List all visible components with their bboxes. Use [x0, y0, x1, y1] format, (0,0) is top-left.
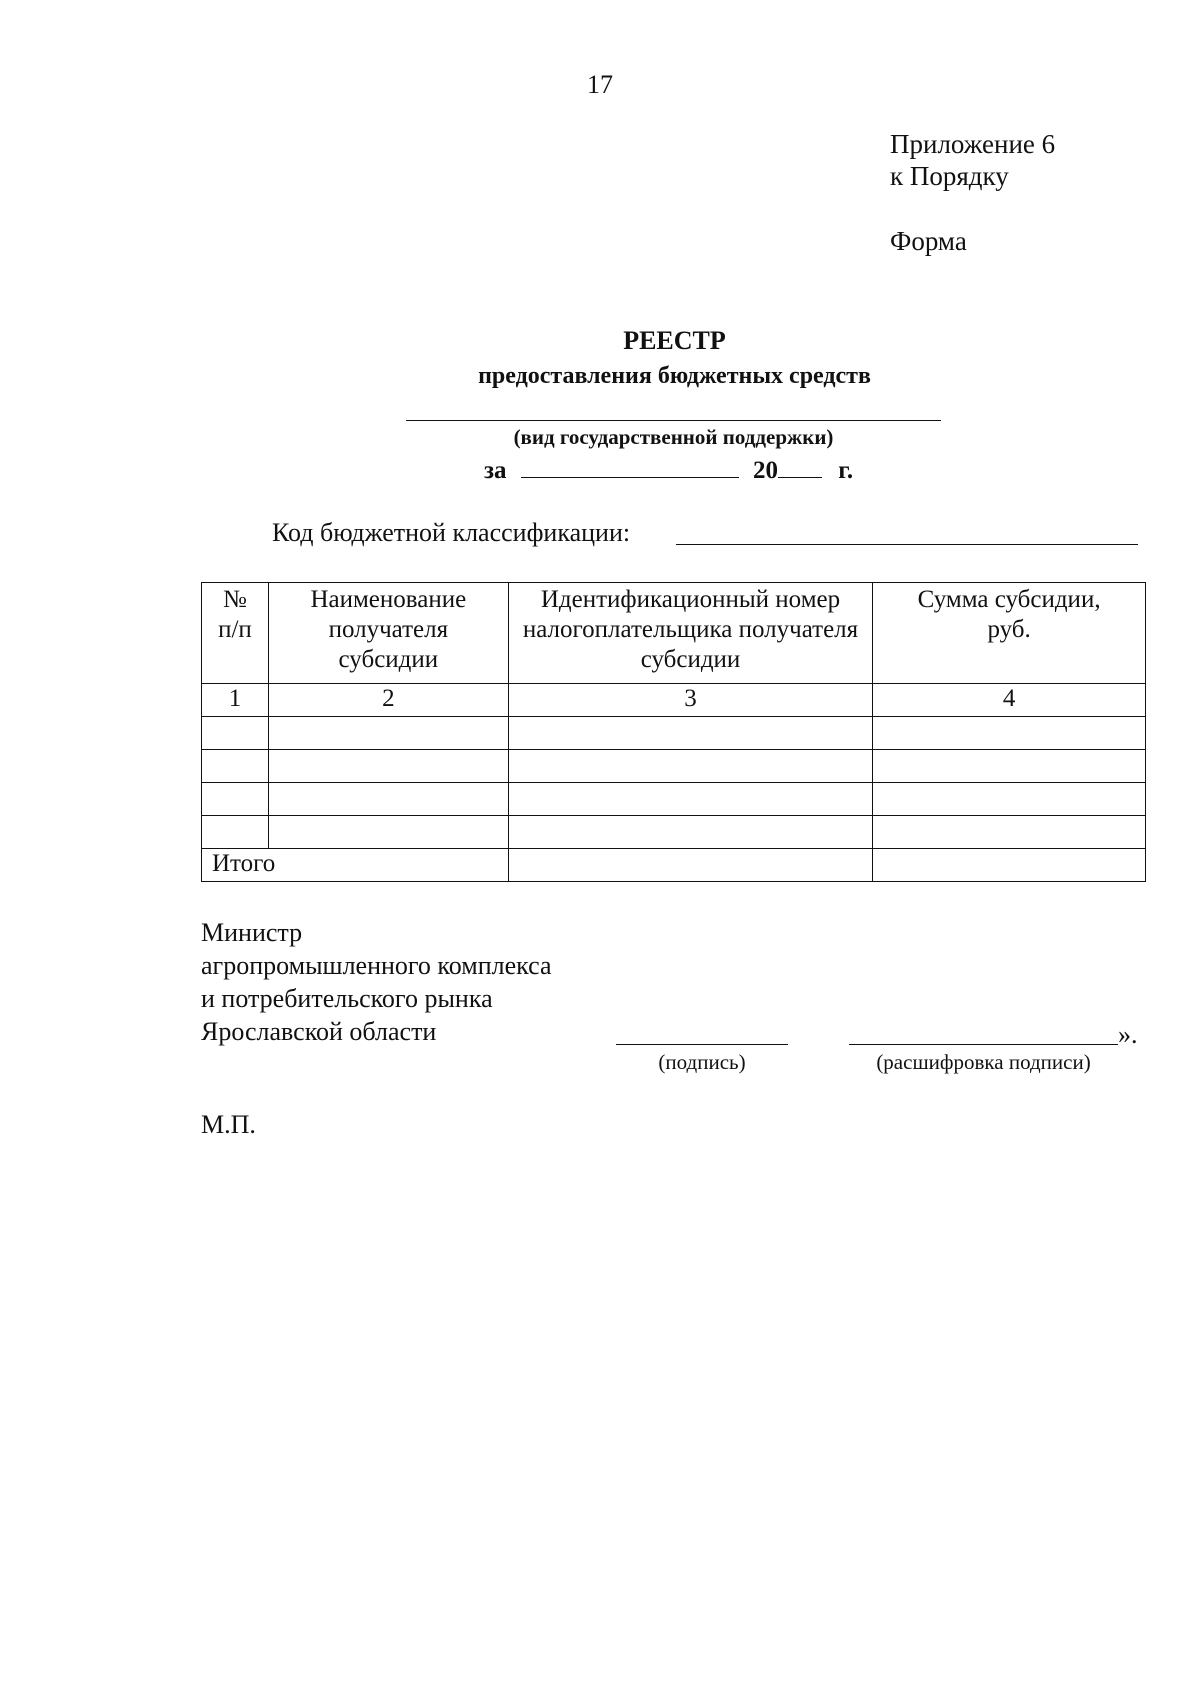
budget-code-line — [676, 544, 1138, 545]
table-cell[interactable] — [202, 717, 269, 750]
total-amount-cell[interactable] — [873, 849, 1146, 882]
signer-block — [201, 916, 552, 1048]
column-number: 1 — [202, 684, 269, 717]
table-cell[interactable] — [873, 816, 1146, 849]
page-number: 17 — [587, 70, 613, 99]
table-cell[interactable] — [268, 783, 508, 816]
table-cell[interactable] — [268, 717, 508, 750]
signature-decoding-caption: (расшифровка подписи) — [876, 1050, 1091, 1074]
form-label: Форма — [890, 226, 967, 256]
column-number: 4 — [873, 684, 1146, 717]
total-label: Итого — [202, 849, 509, 882]
signer-line-1: Министр — [201, 918, 303, 947]
column-number-row — [202, 684, 1146, 717]
table-cell[interactable] — [508, 783, 873, 816]
support-type-caption: (вид государственной поддержки) — [513, 425, 834, 449]
table-cell[interactable] — [873, 750, 1146, 783]
table-cell[interactable] — [873, 783, 1146, 816]
budget-code-label: Код бюджетной классификации: — [272, 518, 631, 547]
period-prefix: за — [484, 457, 507, 484]
closing-quote: ». — [1118, 1020, 1138, 1049]
support-type-line — [406, 420, 941, 421]
table-cell[interactable] — [873, 717, 1146, 750]
total-taxpayer-cell[interactable] — [508, 849, 873, 882]
header-recipient-name: Наименование получателя субсидии — [268, 583, 508, 684]
signature-decoding-line — [849, 1044, 1118, 1045]
appendix-line-1: Приложение 6 — [890, 129, 1056, 159]
header-number: № п/п — [202, 583, 269, 684]
table-row — [202, 717, 1146, 750]
table-row — [202, 783, 1146, 816]
year-blank — [778, 455, 822, 478]
header-subsidy-amount: Сумма субсидии, руб. — [873, 583, 1146, 684]
signer-line-4: Ярославской области — [201, 1017, 437, 1046]
appendix-line-2: к Порядку — [890, 161, 1009, 191]
table-cell[interactable] — [508, 717, 873, 750]
table-row — [202, 816, 1146, 849]
table-cell[interactable] — [268, 816, 508, 849]
table-cell[interactable] — [508, 750, 873, 783]
period-blank — [521, 455, 739, 478]
period-year-prefix: 20 — [753, 457, 779, 484]
signature-line — [616, 1044, 788, 1045]
table-cell[interactable] — [508, 816, 873, 849]
document-title: РЕЕСТР — [623, 326, 726, 355]
total-row — [202, 849, 1146, 882]
signer-line-3: и потребительского рынка — [201, 984, 493, 1013]
column-number: 3 — [508, 684, 873, 717]
signer-line-2: агропромышленного комплекса — [201, 951, 552, 980]
stamp-label: М.П. — [201, 1110, 256, 1139]
signature-caption: (подпись) — [658, 1050, 746, 1074]
document-subtitle: предоставления бюджетных средств — [478, 363, 871, 389]
header-taxpayer-id: Идентификационный номер налогоплательщика получателя субсидии — [508, 583, 873, 684]
column-number: 2 — [268, 684, 508, 717]
register-table — [201, 582, 1146, 882]
period-line — [484, 455, 853, 485]
table-row — [202, 750, 1146, 783]
table-cell[interactable] — [202, 783, 269, 816]
table-cell[interactable] — [202, 816, 269, 849]
table-cell[interactable] — [202, 750, 269, 783]
appendix-reference — [890, 128, 1055, 192]
table-cell[interactable] — [268, 750, 508, 783]
table-header-row — [202, 583, 1146, 684]
period-suffix: г. — [838, 457, 854, 484]
